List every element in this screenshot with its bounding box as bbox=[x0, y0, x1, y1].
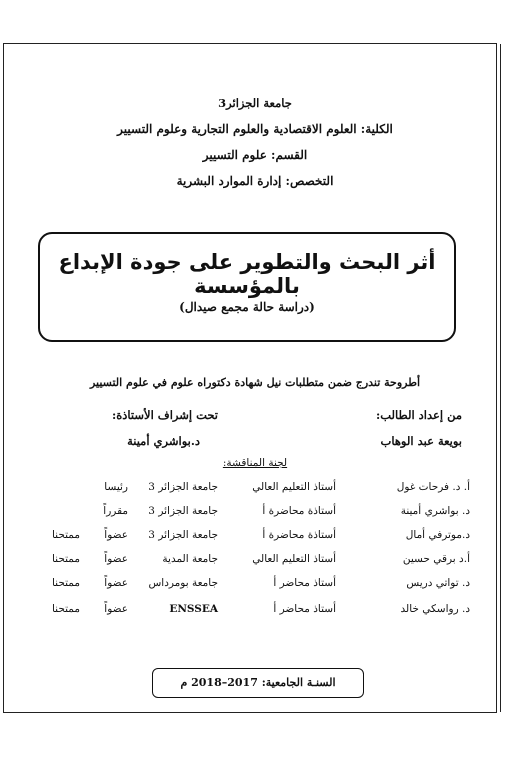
member-name: د. تواتي دريس bbox=[406, 577, 470, 589]
committee-row bbox=[38, 603, 470, 621]
prepared-by-label: من إعداد الطالب: bbox=[375, 408, 462, 422]
committee-row bbox=[38, 577, 470, 595]
thesis-subtitle: (دراسة حالة مجمع صيدال) bbox=[179, 300, 315, 314]
member-extra: ممتحنا bbox=[51, 577, 80, 589]
thesis-title: أثر البحث والتطوير على جودة الإبداع بالمؤسسة bbox=[58, 250, 436, 298]
member-role: مقرراً bbox=[103, 505, 128, 517]
member-rank: أستاذة محاضرة أ bbox=[262, 529, 336, 541]
member-role: عضواً bbox=[104, 577, 128, 589]
member-extra: ممتحنا bbox=[51, 553, 80, 565]
specialty-line: التخصص: إدارة الموارد البشرية bbox=[176, 174, 334, 188]
member-role: عضواً bbox=[104, 553, 128, 565]
member-rank: أستاذة محاضرة أ bbox=[262, 505, 336, 517]
member-name: د. رواسكي خالد bbox=[400, 603, 470, 615]
member-name: د.موترفي أمال bbox=[405, 529, 470, 541]
university-name: جامعة الجزائر3 bbox=[218, 96, 292, 110]
member-university: جامعة المدية bbox=[162, 553, 218, 565]
member-role: عضواً bbox=[104, 529, 128, 541]
thesis-note: أطروحة تندرج ضمن متطلبات نيل شهادة دكتوراه علوم في علوم التسيير bbox=[89, 376, 421, 389]
faculty-line: الكلية: العلوم الاقتصادية والعلوم التجارية وعلوم التسيير bbox=[117, 122, 393, 136]
academic-year: السنـة الجامعية: 2017–2018 م bbox=[180, 676, 336, 689]
member-extra: ممتحنا bbox=[51, 529, 80, 541]
student-name: بويعة عبد الوهاب bbox=[380, 434, 462, 448]
committee-row bbox=[38, 553, 470, 571]
department-line: القسم: علوم التسيير bbox=[202, 148, 308, 162]
member-rank: أستاذ محاضر أ bbox=[273, 577, 336, 589]
member-university: جامعة الجزائر 3 bbox=[148, 529, 218, 541]
academic-year-box bbox=[152, 668, 364, 698]
committee-row bbox=[38, 529, 470, 547]
supervisor-label: تحت إشراف الأستاذة: bbox=[112, 408, 218, 422]
supervisor-name: د.بواشري أمينة bbox=[127, 434, 200, 448]
member-role: رئيسا bbox=[104, 481, 128, 493]
member-rank: أستاذ التعليم العالي bbox=[252, 481, 336, 493]
member-role: عضواً bbox=[104, 603, 128, 615]
committee-row bbox=[38, 481, 470, 499]
member-name: أ.د برقي حسين bbox=[402, 553, 470, 565]
committee-row bbox=[38, 505, 470, 523]
member-name: أ. د. فرحات غول bbox=[396, 481, 470, 493]
member-rank: أستاذ التعليم العالي bbox=[252, 553, 336, 565]
member-rank: أستاذ محاضر أ bbox=[273, 603, 336, 615]
title-box bbox=[38, 232, 456, 342]
member-university: جامعة الجزائر 3 bbox=[148, 505, 218, 517]
member-extra: ممتحنا bbox=[51, 603, 80, 615]
member-university: ENSSEA bbox=[169, 603, 218, 615]
member-university: جامعة بومرداس bbox=[148, 577, 218, 589]
member-name: د. بواشري أمينة bbox=[400, 505, 470, 517]
committee-title: لجنة المناقشة: bbox=[222, 457, 288, 469]
member-university: جامعة الجزائر 3 bbox=[148, 481, 218, 493]
